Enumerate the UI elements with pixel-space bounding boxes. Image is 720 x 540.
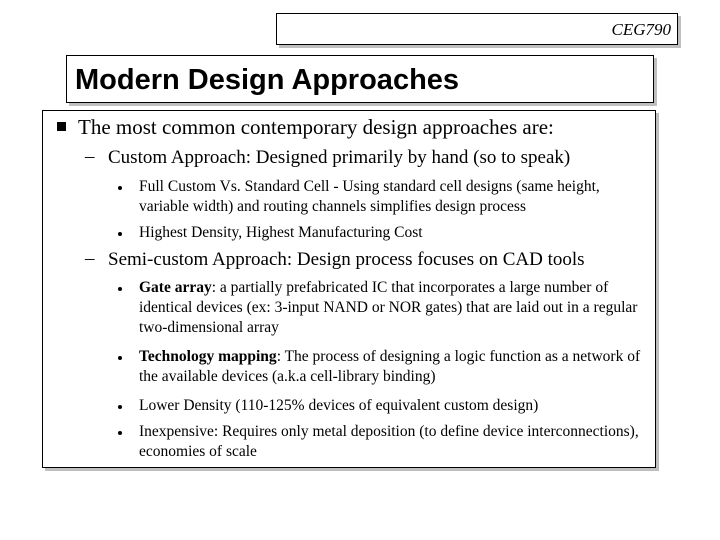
- custom-approach-heading: Custom Approach: Designed primarily by hand (so to speak): [108, 147, 571, 168]
- tech-mapping-desc: : The process of designing a logic function as a network of the available devices (a.k.a cell-library binding): [139, 348, 641, 385]
- main-bullet-text: The most common contemporary design approaches are:: [78, 115, 554, 139]
- semi-item-tech-mapping: [139, 347, 649, 387]
- tech-mapping-term: Technology mapping: [139, 348, 277, 365]
- custom-item-2: Highest Density, Highest Manufacturing Cost: [139, 224, 423, 241]
- gate-array-term: Gate array: [139, 279, 212, 296]
- round-bullet-icon: [118, 356, 122, 360]
- slide-title: Modern Design Approaches: [75, 64, 460, 96]
- dash-bullet-icon: –: [85, 146, 95, 167]
- course-code: CEG790: [611, 20, 671, 39]
- square-bullet-icon: [57, 122, 66, 131]
- gate-array-desc: : a partially prefabricated IC that incorporates a large number of identical devices (ex: 3-input NAND or NOR gates) that are laid out in a regular two-dimensional array: [139, 279, 638, 336]
- semi-item-density: Lower Density (110-125% devices of equivalent custom design): [139, 397, 539, 414]
- round-bullet-icon: [118, 232, 122, 236]
- semi-item-inexpensive: Inexpensive: Requires only metal deposition (to define device interconnections), economies of scale: [139, 423, 639, 460]
- dash-bullet-icon: –: [85, 248, 95, 269]
- title-box: [66, 55, 654, 103]
- custom-item-1: Full Custom Vs. Standard Cell - Using standard cell designs (same height, variable width) and routing channels simplifies design process: [139, 178, 600, 215]
- course-header-box: [276, 13, 678, 45]
- content-box: [42, 110, 656, 468]
- round-bullet-icon: [118, 287, 122, 291]
- round-bullet-icon: [118, 431, 122, 435]
- semi-item-gate-array: [139, 278, 649, 338]
- round-bullet-icon: [118, 186, 122, 190]
- round-bullet-icon: [118, 405, 122, 409]
- semi-custom-heading: Semi-custom Approach: Design process focuses on CAD tools: [108, 249, 585, 270]
